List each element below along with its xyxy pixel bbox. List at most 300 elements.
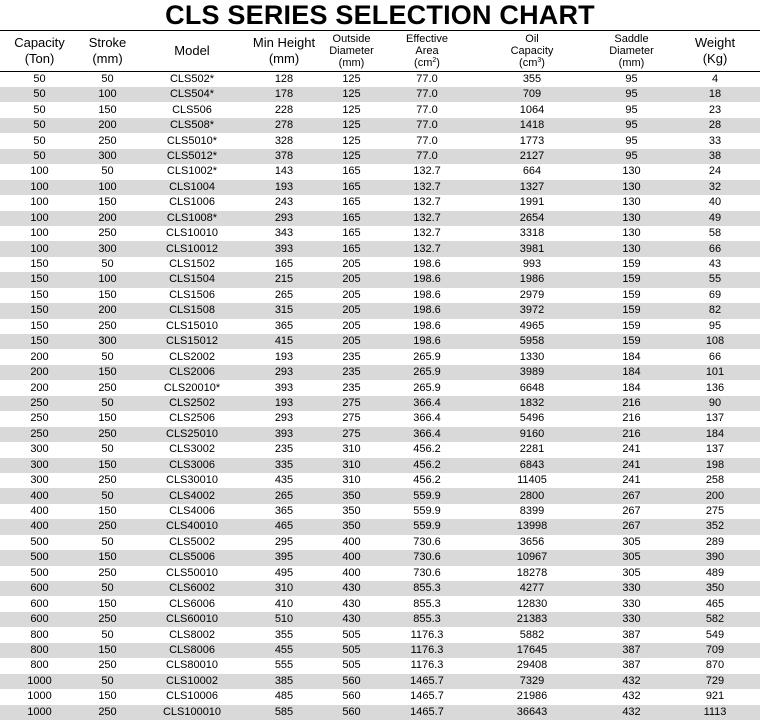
cell-oil-capacity: 1064 <box>519 103 545 116</box>
cell-outside-diameter: 505 <box>342 643 361 656</box>
cell-outside-diameter: 125 <box>342 149 361 162</box>
cell-oil-capacity: 1773 <box>519 134 545 147</box>
cell-weight: 49 <box>708 211 722 224</box>
cell-oil-capacity: 1327 <box>519 180 545 193</box>
header-unit: (mm) <box>268 51 300 66</box>
cell-saddle-diameter: 184 <box>622 381 641 394</box>
table-row <box>0 149 760 164</box>
cell-oil-capacity: 1991 <box>519 196 545 209</box>
cell-outside-diameter: 205 <box>342 273 361 286</box>
cell-outside-diameter: 125 <box>342 73 361 85</box>
cell-capacity: 50 <box>33 73 46 85</box>
header-outside-diameter <box>320 31 383 72</box>
header-text: Model <box>174 42 210 58</box>
cell-min-height: 378 <box>274 149 294 162</box>
cell-oil-capacity: 1986 <box>519 273 545 286</box>
cell-oil-capacity: 9160 <box>519 427 545 440</box>
cell-oil-capacity: 1330 <box>519 350 545 363</box>
cell-outside-diameter: 560 <box>342 690 361 703</box>
cell-saddle-diameter: 159 <box>622 304 641 317</box>
cell-capacity: 150 <box>30 335 49 348</box>
cell-effective-area: 198.6 <box>413 335 441 348</box>
cell-model: CLS15010 <box>166 319 218 332</box>
table-row <box>0 612 760 627</box>
cell-capacity: 1000 <box>27 674 52 687</box>
cell-effective-area: 132.7 <box>413 165 441 178</box>
cell-saddle-diameter: 159 <box>622 288 641 301</box>
cell-outside-diameter: 165 <box>342 196 361 209</box>
cell-outside-diameter: 310 <box>342 474 361 487</box>
cell-oil-capacity: 21383 <box>516 613 548 626</box>
cell-saddle-diameter: 330 <box>622 613 641 626</box>
header-unit <box>519 57 545 69</box>
cell-effective-area: 77.0 <box>416 103 438 116</box>
cell-oil-capacity: 5496 <box>519 412 545 425</box>
cell-capacity: 250 <box>30 396 49 409</box>
cell-stroke: 50 <box>101 165 114 178</box>
cell-saddle-diameter: 159 <box>622 335 641 348</box>
table-row <box>0 643 760 658</box>
cell-min-height: 215 <box>274 273 294 286</box>
cell-weight: 870 <box>705 659 725 672</box>
cell-oil-capacity: 11405 <box>517 474 547 487</box>
cell-outside-diameter: 310 <box>342 458 361 471</box>
cell-min-height: 395 <box>274 551 294 564</box>
cell-model: CLS10006 <box>166 690 218 703</box>
cell-saddle-diameter: 130 <box>622 211 641 224</box>
cell-stroke: 250 <box>98 319 117 332</box>
cell-model: CLS6002 <box>169 582 215 595</box>
cell-min-height: 265 <box>274 489 294 502</box>
cell-saddle-diameter: 267 <box>622 505 641 518</box>
cell-stroke: 250 <box>98 566 117 579</box>
cell-model: CLS506 <box>172 103 212 116</box>
cell-effective-area: 265.9 <box>413 366 441 379</box>
cell-capacity: 100 <box>30 227 49 240</box>
cell-capacity: 400 <box>30 520 49 533</box>
cell-outside-diameter: 165 <box>342 211 361 224</box>
cell-outside-diameter: 275 <box>342 396 361 409</box>
cell-oil-capacity: 5882 <box>519 628 545 641</box>
cell-saddle-diameter: 387 <box>622 643 641 656</box>
cell-weight: 921 <box>705 690 725 703</box>
unit-text: (cm <box>519 57 538 70</box>
cell-weight: 28 <box>708 119 722 132</box>
cell-weight: 33 <box>708 134 722 147</box>
cell-stroke: 150 <box>98 458 117 471</box>
cell-capacity: 150 <box>30 319 49 332</box>
cell-model: CLS508* <box>169 119 215 132</box>
cell-oil-capacity: 2281 <box>519 443 545 456</box>
cell-oil-capacity: 2979 <box>519 288 545 301</box>
cell-model: CLS15012 <box>166 335 218 348</box>
cell-capacity: 200 <box>30 350 49 363</box>
cell-saddle-diameter: 241 <box>622 443 641 456</box>
cell-stroke: 250 <box>98 705 117 718</box>
table-row <box>0 195 760 210</box>
cell-min-height: 165 <box>274 258 294 271</box>
cell-model: CLS3006 <box>169 458 215 471</box>
cell-effective-area: 559.9 <box>413 505 441 518</box>
cell-min-height: 415 <box>274 335 294 348</box>
table-row <box>0 411 760 426</box>
cell-outside-diameter: 560 <box>342 674 361 687</box>
cell-oil-capacity: 1832 <box>519 396 545 409</box>
cell-min-height: 193 <box>274 350 294 363</box>
cell-model: CLS8002 <box>169 628 215 641</box>
selection-table <box>0 30 760 720</box>
cell-capacity: 600 <box>30 582 49 595</box>
cell-oil-capacity: 1418 <box>519 119 545 132</box>
cell-weight: 137 <box>705 443 725 456</box>
cell-saddle-diameter: 95 <box>625 73 638 85</box>
cell-capacity: 50 <box>33 134 46 147</box>
cell-stroke: 300 <box>98 242 117 255</box>
cell-outside-diameter: 350 <box>342 489 361 502</box>
cell-stroke: 150 <box>98 366 117 379</box>
cell-saddle-diameter: 432 <box>622 690 641 703</box>
header-text: Diameter <box>329 44 374 57</box>
cell-capacity: 100 <box>30 180 49 193</box>
cell-outside-diameter: 400 <box>342 566 361 579</box>
cell-stroke: 50 <box>101 258 114 271</box>
cell-effective-area: 366.4 <box>413 427 441 440</box>
cell-model: CLS5006 <box>169 551 215 564</box>
table-row <box>0 427 760 442</box>
cell-stroke: 50 <box>101 350 114 363</box>
cell-stroke: 100 <box>98 180 117 193</box>
header-model <box>136 31 248 72</box>
cell-min-height: 293 <box>274 412 294 425</box>
cell-saddle-diameter: 241 <box>622 474 641 487</box>
cell-capacity: 200 <box>30 366 49 379</box>
cell-effective-area: 77.0 <box>416 119 438 132</box>
cell-stroke: 100 <box>98 88 117 101</box>
table-row <box>0 87 760 102</box>
cell-effective-area: 456.2 <box>413 474 441 487</box>
header-text: Saddle <box>614 32 649 45</box>
cell-effective-area: 198.6 <box>413 288 441 301</box>
cell-outside-diameter: 125 <box>342 119 361 132</box>
unit-text: (cm <box>414 57 433 70</box>
header-text: Stroke <box>88 34 127 50</box>
cell-saddle-diameter: 216 <box>622 396 641 409</box>
table-row <box>0 380 760 395</box>
cell-weight: 465 <box>705 597 725 610</box>
cell-oil-capacity: 10967 <box>516 551 548 564</box>
cell-capacity: 400 <box>30 489 49 502</box>
cell-effective-area: 77.0 <box>416 88 438 101</box>
cell-min-height: 495 <box>274 566 294 579</box>
cell-model: CLS100010 <box>162 705 222 718</box>
cell-oil-capacity: 3972 <box>519 304 545 317</box>
cell-weight: 69 <box>708 288 722 301</box>
cell-min-height: 235 <box>274 443 294 456</box>
cell-capacity: 300 <box>30 443 49 456</box>
header-capacity <box>0 31 79 72</box>
table-row <box>0 658 760 673</box>
header-oil-capacity <box>471 31 593 72</box>
table-row <box>0 442 760 457</box>
cell-effective-area: 855.3 <box>413 597 441 610</box>
table-row <box>0 566 760 581</box>
header-unit <box>414 57 440 69</box>
cell-model: CLS6006 <box>169 597 215 610</box>
cell-min-height: 465 <box>274 520 294 533</box>
cell-weight: 66 <box>708 350 722 363</box>
cell-effective-area: 730.6 <box>413 566 441 579</box>
cell-capacity: 600 <box>30 613 49 626</box>
cell-min-height: 355 <box>274 628 294 641</box>
cell-model: CLS4006 <box>169 505 215 518</box>
header-unit: (mm) <box>618 57 645 70</box>
table-row <box>0 705 760 720</box>
cell-min-height: 455 <box>274 643 294 656</box>
cell-weight: 289 <box>705 535 725 548</box>
cell-model: CLS5002 <box>169 535 215 548</box>
cell-min-height: 143 <box>274 165 294 178</box>
cell-oil-capacity: 7329 <box>519 674 545 687</box>
cell-effective-area: 855.3 <box>413 582 441 595</box>
chart-title: CLS SERIES SELECTION CHART <box>165 0 595 30</box>
table-row <box>0 519 760 534</box>
cell-stroke: 100 <box>98 273 117 286</box>
header-text: Min Height <box>252 34 316 50</box>
cell-model: CLS2002 <box>169 350 215 363</box>
cell-effective-area: 1176.3 <box>410 659 444 672</box>
cell-effective-area: 132.7 <box>413 196 441 209</box>
cell-capacity: 500 <box>30 535 49 548</box>
cell-weight: 95 <box>708 319 722 332</box>
cell-stroke: 250 <box>98 227 117 240</box>
cell-stroke: 250 <box>98 520 117 533</box>
cell-outside-diameter: 165 <box>342 180 361 193</box>
cell-outside-diameter: 430 <box>342 613 361 626</box>
cell-min-height: 510 <box>274 613 294 626</box>
cell-saddle-diameter: 130 <box>622 227 641 240</box>
table-body <box>0 72 760 720</box>
cell-model: CLS1002* <box>166 165 218 178</box>
cell-effective-area: 265.9 <box>413 381 441 394</box>
cell-weight: 24 <box>708 165 722 178</box>
table-row <box>0 241 760 256</box>
cell-weight: 40 <box>708 196 722 209</box>
cell-saddle-diameter: 130 <box>622 196 641 209</box>
cell-effective-area: 1176.3 <box>410 628 444 641</box>
cell-oil-capacity: 8399 <box>519 505 545 518</box>
cell-outside-diameter: 505 <box>342 659 361 672</box>
cell-outside-diameter: 430 <box>342 582 361 595</box>
cell-model: CLS1504 <box>169 273 215 286</box>
cell-effective-area: 132.7 <box>413 227 441 240</box>
table-row <box>0 102 760 117</box>
cell-oil-capacity: 3318 <box>519 227 545 240</box>
table-row <box>0 674 760 689</box>
cell-capacity: 150 <box>30 273 49 286</box>
cell-oil-capacity: 18278 <box>516 566 548 579</box>
cell-weight: 55 <box>708 273 722 286</box>
cell-weight: 1113 <box>703 705 727 718</box>
cell-capacity: 50 <box>33 149 46 162</box>
cell-stroke: 250 <box>98 659 117 672</box>
cell-model: CLS20010* <box>163 381 221 394</box>
cell-oil-capacity: 3989 <box>519 366 545 379</box>
cell-oil-capacity: 17645 <box>516 643 548 656</box>
cell-outside-diameter: 505 <box>342 628 361 641</box>
table-row <box>0 458 760 473</box>
table-row <box>0 488 760 503</box>
cell-model: CLS5010* <box>166 134 218 147</box>
cell-capacity: 100 <box>30 196 49 209</box>
table-row <box>0 257 760 272</box>
cell-oil-capacity: 709 <box>522 88 542 101</box>
cell-outside-diameter: 235 <box>342 381 361 394</box>
cell-effective-area: 366.4 <box>413 412 441 425</box>
cell-min-height: 128 <box>274 73 294 85</box>
cell-saddle-diameter: 387 <box>622 659 641 672</box>
cell-weight: 58 <box>708 227 722 240</box>
cell-outside-diameter: 125 <box>342 88 361 101</box>
cell-effective-area: 132.7 <box>413 211 441 224</box>
cell-oil-capacity: 36643 <box>516 705 548 718</box>
cell-capacity: 100 <box>30 211 49 224</box>
header-text: Oil <box>525 32 539 45</box>
cell-weight: 4 <box>711 73 719 85</box>
cell-weight: 352 <box>705 520 725 533</box>
cell-saddle-diameter: 267 <box>622 489 641 502</box>
cell-oil-capacity: 4965 <box>519 319 545 332</box>
cell-min-height: 265 <box>274 288 294 301</box>
cell-saddle-diameter: 387 <box>622 628 641 641</box>
cell-stroke: 150 <box>98 412 117 425</box>
table-row <box>0 550 760 565</box>
cell-oil-capacity: 4277 <box>519 582 545 595</box>
header-row <box>0 31 760 72</box>
cell-weight: 709 <box>705 643 725 656</box>
cell-capacity: 800 <box>30 628 49 641</box>
cell-model: CLS1502 <box>169 258 215 271</box>
cell-min-height: 393 <box>274 427 294 440</box>
cell-outside-diameter: 205 <box>342 319 361 332</box>
table-row <box>0 627 760 642</box>
table-row <box>0 689 760 704</box>
cell-effective-area: 265.9 <box>413 350 441 363</box>
header-text: Outside <box>332 32 371 45</box>
cell-stroke: 300 <box>98 335 117 348</box>
cell-saddle-diameter: 95 <box>625 119 638 132</box>
cell-min-height: 485 <box>274 690 294 703</box>
cell-model: CLS1508 <box>169 304 215 317</box>
cell-outside-diameter: 165 <box>342 242 361 255</box>
cell-model: CLS50010 <box>166 566 218 579</box>
cell-min-height: 343 <box>274 227 294 240</box>
cell-oil-capacity: 13998 <box>516 520 548 533</box>
cell-effective-area: 77.0 <box>416 149 438 162</box>
cell-outside-diameter: 205 <box>342 288 361 301</box>
header-min-height <box>248 31 320 72</box>
cell-weight: 43 <box>708 258 722 271</box>
table-row <box>0 288 760 303</box>
cell-outside-diameter: 125 <box>342 103 361 116</box>
cell-saddle-diameter: 184 <box>622 366 641 379</box>
cell-effective-area: 1465.7 <box>410 690 444 703</box>
cell-weight: 136 <box>705 381 725 394</box>
cell-min-height: 293 <box>274 366 294 379</box>
cell-outside-diameter: 205 <box>342 258 361 271</box>
table-row <box>0 180 760 195</box>
cell-weight: 275 <box>705 505 725 518</box>
cell-min-height: 393 <box>274 381 294 394</box>
cell-stroke: 150 <box>98 103 117 116</box>
cell-capacity: 800 <box>30 659 49 672</box>
cell-effective-area: 1465.7 <box>410 674 444 687</box>
cell-min-height: 585 <box>274 705 294 718</box>
cell-min-height: 365 <box>274 505 294 518</box>
cell-outside-diameter: 125 <box>342 134 361 147</box>
cell-effective-area: 1465.7 <box>410 705 444 718</box>
cell-weight: 198 <box>705 458 725 471</box>
cell-saddle-diameter: 95 <box>625 134 638 147</box>
cell-stroke: 200 <box>98 211 117 224</box>
cell-stroke: 300 <box>98 149 117 162</box>
cell-outside-diameter: 560 <box>342 705 361 718</box>
cell-stroke: 150 <box>98 288 117 301</box>
unit-sup: 2 <box>432 57 437 65</box>
cell-capacity: 50 <box>33 88 46 101</box>
header-text: Capacity <box>510 44 554 57</box>
cell-stroke: 250 <box>98 134 117 147</box>
cell-stroke: 50 <box>101 489 114 502</box>
cell-saddle-diameter: 330 <box>622 597 641 610</box>
table-row <box>0 365 760 380</box>
header-saddle-diameter <box>593 31 670 72</box>
cell-model: CLS1506 <box>169 288 215 301</box>
cell-effective-area: 559.9 <box>413 489 441 502</box>
cell-outside-diameter: 235 <box>342 350 361 363</box>
cell-stroke: 50 <box>101 535 114 548</box>
cell-min-height: 328 <box>274 134 294 147</box>
cell-model: CLS504* <box>169 88 215 101</box>
header-text: Capacity <box>14 34 65 50</box>
table-row <box>0 596 760 611</box>
table-row <box>0 211 760 226</box>
cell-weight: 184 <box>705 427 725 440</box>
cell-capacity: 50 <box>33 119 46 132</box>
cell-capacity: 50 <box>33 103 46 116</box>
header-unit: (Ton) <box>24 51 55 66</box>
cell-weight: 23 <box>708 103 722 116</box>
cell-effective-area: 855.3 <box>413 613 441 626</box>
table-row <box>0 334 760 349</box>
header-effective-area <box>383 31 471 72</box>
cell-weight: 729 <box>705 674 725 687</box>
cell-effective-area: 198.6 <box>413 258 441 271</box>
cell-oil-capacity: 29408 <box>516 659 548 672</box>
unit-close: ) <box>436 57 440 70</box>
cell-saddle-diameter: 216 <box>622 427 641 440</box>
cell-effective-area: 198.6 <box>413 273 441 286</box>
header-unit: (mm) <box>338 57 365 70</box>
cell-model: CLS10012 <box>166 242 218 255</box>
cell-oil-capacity: 664 <box>522 165 542 178</box>
cell-saddle-diameter: 241 <box>622 458 641 471</box>
cell-effective-area: 198.6 <box>413 304 441 317</box>
cell-oil-capacity: 6843 <box>519 458 545 471</box>
cell-weight: 32 <box>708 180 722 193</box>
header-text: Diameter <box>609 44 654 57</box>
cell-min-height: 293 <box>274 211 294 224</box>
header-unit: (mm) <box>92 51 123 66</box>
